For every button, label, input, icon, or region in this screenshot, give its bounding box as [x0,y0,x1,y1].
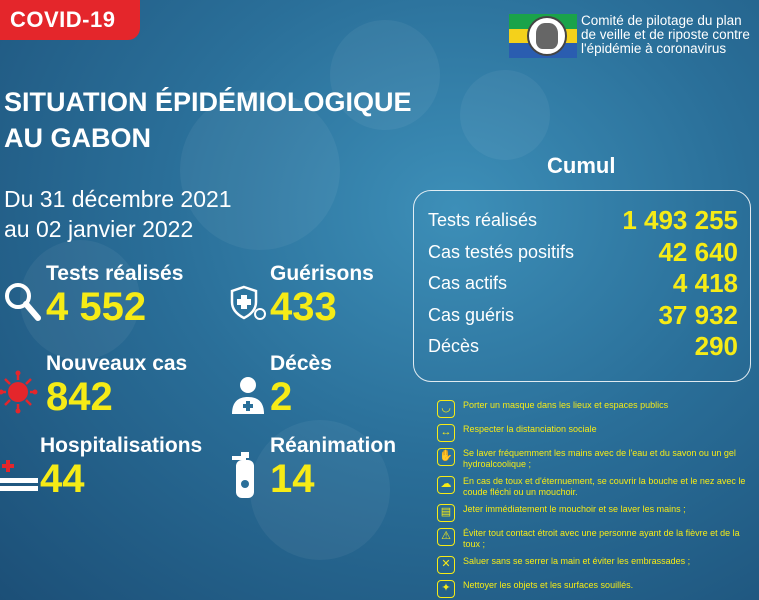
mask-icon: ◡ [437,400,455,418]
stat-hospitalisations [40,434,202,500]
stat-nouveaux-cas-value: 842 [46,375,113,419]
search-icon [4,282,42,322]
avoid-contact-icon: ⚠ [437,528,455,546]
stat-tests-label: Tests réalisés [46,262,184,285]
virus-icon [0,370,40,414]
stat-reanimation [270,434,396,500]
list-item [437,580,757,598]
advice-text: Se laver fréquemment les mains avec de l'eau et du savon ou un gel hydroalcoolique ; [463,448,736,469]
page-title: SITUATION ÉPIDÉMIOLOGIQUE AU GABON [4,87,412,153]
seal-icon [527,16,567,56]
stat-deces [270,352,332,418]
hospital-bed-icon [0,458,40,494]
shield-virus-icon [228,284,268,324]
distance-icon: ↔ [437,424,455,442]
cough-icon: ☁ [437,476,455,494]
table-row [428,237,738,269]
list-item [437,556,757,574]
cumul-label: Cas testés positifs [428,241,575,262]
stat-guerisons-value: 433 [270,285,337,329]
table-row [428,268,738,300]
cumul-value: 1 493 255 [622,205,738,236]
stat-deces-value: 2 [270,375,293,419]
stat-reanimation-value: 14 [270,457,315,501]
advice-text: Éviter tout contact étroit avec une personne ayant de la fièvre et de la toux ; [463,528,740,549]
date-range: Du 31 décembre 2021 au 02 janvier 2022 [4,186,232,242]
list-item [437,528,757,550]
stat-reanimation-label: Réanimation [270,434,397,457]
person-cross-icon [230,376,266,416]
advice-text: Porter un masque dans les lieux et espaces publics [463,400,669,410]
advice-text: Respecter la distanciation sociale [463,424,597,434]
list-item [437,400,757,418]
cumul-label: Tests réalisés [428,210,538,231]
cumul-value: 42 640 [658,236,738,267]
cumul-table [413,190,751,382]
covid-badge [0,0,140,40]
stat-deces-label: Décès [270,352,332,375]
handwash-icon: ✋ [437,448,455,466]
list-item [437,476,757,498]
org-name: Comité de pilotage du plan de veille et de riposte contre l'épidémie à coronavirus [581,13,750,56]
stat-guerisons [270,262,374,328]
stat-nouveaux-cas-label: Nouveaux cas [46,352,188,375]
cumul-label: Cas actifs [428,273,508,294]
list-item [437,424,757,442]
stat-guerisons-label: Guérisons [270,262,374,285]
oxygen-tank-icon [230,452,260,500]
advice-text: Jeter immédiatement le mouchoir et se laver les mains ; [463,504,686,514]
stat-hospitalisations-value: 44 [40,457,85,501]
cumul-label: Décès [428,336,480,357]
tissue-icon: ▤ [437,504,455,522]
org-header [509,14,759,64]
badge-label: COVID-19 [10,7,116,32]
advice-text: En cas de toux et d'éternuement, se couvrir la bouche et le nez avec le coude fléchi ou un mouchoir. [463,476,746,497]
list-item [437,448,757,470]
table-row [428,331,738,363]
stat-hospitalisations-label: Hospitalisations [40,434,203,457]
cumul-value: 37 932 [658,299,738,330]
gabon-flag-logo [509,14,577,58]
stat-nouveaux-cas [46,352,187,418]
advice-text: Nettoyer les objets et les surfaces souillés. [463,580,634,590]
advice-list [437,400,757,600]
cumul-value: 4 418 [672,268,738,299]
stat-tests-value: 4 552 [46,285,147,329]
no-handshake-icon: ✕ [437,556,455,574]
cumul-title: Cumul [547,153,616,178]
list-item [437,504,757,522]
advice-text: Saluer sans se serrer la main et éviter les embrassades ; [463,556,691,566]
cumul-value: 290 [694,331,738,362]
table-row [428,300,738,332]
stat-tests [46,262,183,328]
clean-icon: ✦ [437,580,455,598]
table-row [428,205,738,237]
cumul-label: Cas guéris [428,304,515,325]
